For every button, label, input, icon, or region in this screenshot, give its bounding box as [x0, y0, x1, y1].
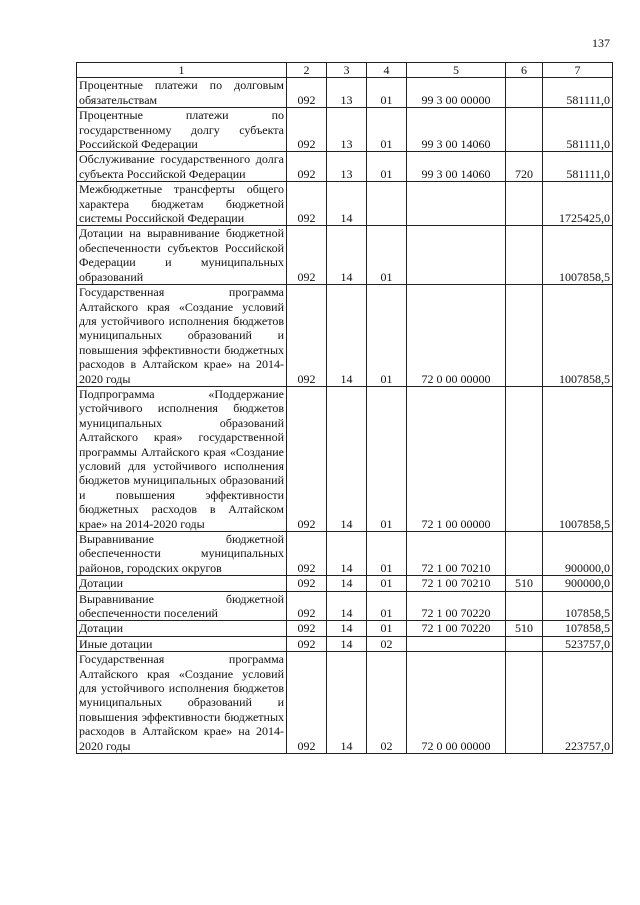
row-code-6	[506, 652, 543, 754]
column-header-2: 2	[287, 63, 327, 78]
row-code-3: 14	[327, 636, 367, 651]
table-row	[77, 621, 613, 636]
row-code-2: 092	[287, 636, 327, 651]
row-name: Выравнивание бюджетной обеспеченности поселений	[77, 591, 287, 621]
row-name: Обслуживание государственного долга субъекта Российской Федерации	[77, 152, 287, 182]
row-amount: 1725425,0	[543, 182, 613, 226]
row-code-6: 510	[506, 576, 543, 591]
budget-table	[76, 62, 613, 754]
row-amount: 1007858,5	[543, 285, 613, 387]
row-code-2: 092	[287, 182, 327, 226]
table-row	[77, 78, 613, 108]
row-code-2: 092	[287, 285, 327, 387]
row-amount: 900000,0	[543, 532, 613, 576]
row-code-6	[506, 182, 543, 226]
row-code-2: 092	[287, 576, 327, 591]
table-row	[77, 532, 613, 576]
row-amount: 1007858,5	[543, 386, 613, 531]
table-row	[77, 591, 613, 621]
row-name: Иные дотации	[77, 636, 287, 651]
row-name: Процентные платежи по государственному долгу субъекта Российской Федерации	[77, 108, 287, 152]
row-amount: 523757,0	[543, 636, 613, 651]
column-header-4: 4	[367, 63, 407, 78]
row-code-2: 092	[287, 652, 327, 754]
row-code-6	[506, 636, 543, 651]
row-code-5: 72 1 00 70210	[407, 576, 506, 591]
row-code-2: 092	[287, 152, 327, 182]
row-name: Дотации	[77, 576, 287, 591]
row-code-5	[407, 226, 506, 285]
row-code-6	[506, 226, 543, 285]
column-header-5: 5	[407, 63, 506, 78]
row-code-4: 01	[367, 152, 407, 182]
table-body	[77, 78, 613, 754]
column-header-3: 3	[327, 63, 367, 78]
row-code-2: 092	[287, 226, 327, 285]
row-code-5: 72 1 00 70220	[407, 591, 506, 621]
row-code-5: 99 3 00 14060	[407, 152, 506, 182]
row-name: Подпрограмма «Поддержание устойчивого исполнения бюджетов муниципальных образований Алтайского края» государственной программы Алтайского края «Создание условий для устойчивого исполнения бюджетов муниципальных образований и повышения эффективности бюджетных расходов в Алтайском крае» на 2014-2020 годы	[77, 386, 287, 531]
table-row	[77, 636, 613, 651]
row-amount: 900000,0	[543, 576, 613, 591]
row-amount: 581111,0	[543, 78, 613, 108]
row-name: Дотации	[77, 621, 287, 636]
page-number: 137	[592, 36, 610, 50]
row-code-6	[506, 78, 543, 108]
row-code-2: 092	[287, 386, 327, 531]
row-code-4: 01	[367, 226, 407, 285]
row-code-6	[506, 532, 543, 576]
row-code-3: 14	[327, 621, 367, 636]
column-header-1: 1	[77, 63, 287, 78]
column-header-6: 6	[506, 63, 543, 78]
row-code-4: 01	[367, 621, 407, 636]
row-name: Государственная программа Алтайского края «Создание условий для устойчивого исполнения бюджетов муниципальных образований и повышения эффективности бюджетных расходов в Алтайском крае» на 2014-2020 годы	[77, 285, 287, 387]
table-header-row	[77, 63, 613, 78]
row-code-4: 01	[367, 591, 407, 621]
row-code-4: 01	[367, 576, 407, 591]
row-amount: 107858,5	[543, 591, 613, 621]
row-code-5: 72 1 00 00000	[407, 386, 506, 531]
row-name: Процентные платежи по долговым обязательствам	[77, 78, 287, 108]
row-code-5: 72 1 00 70210	[407, 532, 506, 576]
row-code-3: 14	[327, 532, 367, 576]
row-code-3: 13	[327, 108, 367, 152]
row-code-6: 510	[506, 621, 543, 636]
row-code-5: 72 0 00 00000	[407, 285, 506, 387]
row-code-3: 14	[327, 285, 367, 387]
row-code-5	[407, 182, 506, 226]
row-code-4: 01	[367, 78, 407, 108]
row-code-6	[506, 386, 543, 531]
row-code-3: 14	[327, 591, 367, 621]
row-code-6	[506, 591, 543, 621]
row-code-6	[506, 108, 543, 152]
row-amount: 107858,5	[543, 621, 613, 636]
row-name: Выравнивание бюджетной обеспеченности муниципальных районов, городских округов	[77, 532, 287, 576]
row-code-2: 092	[287, 621, 327, 636]
row-code-3: 14	[327, 182, 367, 226]
row-code-5: 99 3 00 00000	[407, 78, 506, 108]
row-code-3: 14	[327, 576, 367, 591]
row-code-2: 092	[287, 108, 327, 152]
row-amount: 581111,0	[543, 108, 613, 152]
row-code-4: 02	[367, 636, 407, 651]
row-code-4: 01	[367, 285, 407, 387]
table-row	[77, 152, 613, 182]
row-code-3: 14	[327, 386, 367, 531]
row-code-6: 720	[506, 152, 543, 182]
table-row	[77, 652, 613, 754]
column-header-7: 7	[543, 63, 613, 78]
table-row	[77, 182, 613, 226]
table-row	[77, 285, 613, 387]
table-row	[77, 108, 613, 152]
row-code-4: 02	[367, 652, 407, 754]
row-code-4	[367, 182, 407, 226]
row-code-3: 13	[327, 78, 367, 108]
row-code-3: 13	[327, 152, 367, 182]
row-name: Дотации на выравнивание бюджетной обеспеченности субъектов Российской Федерации и муниципальных образований	[77, 226, 287, 285]
row-code-2: 092	[287, 591, 327, 621]
row-code-3: 14	[327, 652, 367, 754]
table-row	[77, 386, 613, 531]
row-amount: 581111,0	[543, 152, 613, 182]
table-row	[77, 576, 613, 591]
row-name: Межбюджетные трансферты общего характера бюджетам бюджетной системы Российской Федерации	[77, 182, 287, 226]
row-code-4: 01	[367, 532, 407, 576]
row-code-4: 01	[367, 108, 407, 152]
table-row	[77, 226, 613, 285]
row-code-5: 99 3 00 14060	[407, 108, 506, 152]
row-code-5: 72 0 00 00000	[407, 652, 506, 754]
row-code-5: 72 1 00 70220	[407, 621, 506, 636]
row-code-3: 14	[327, 226, 367, 285]
row-code-5	[407, 636, 506, 651]
row-amount: 1007858,5	[543, 226, 613, 285]
row-amount: 223757,0	[543, 652, 613, 754]
row-code-4: 01	[367, 386, 407, 531]
row-code-2: 092	[287, 532, 327, 576]
row-code-6	[506, 285, 543, 387]
row-code-2: 092	[287, 78, 327, 108]
row-name: Государственная программа Алтайского края «Создание условий для устойчивого исполнения бюджетов муниципальных образований и повышения эффективности бюджетных расходов в Алтайском крае» на 2014-2020 годы	[77, 652, 287, 754]
